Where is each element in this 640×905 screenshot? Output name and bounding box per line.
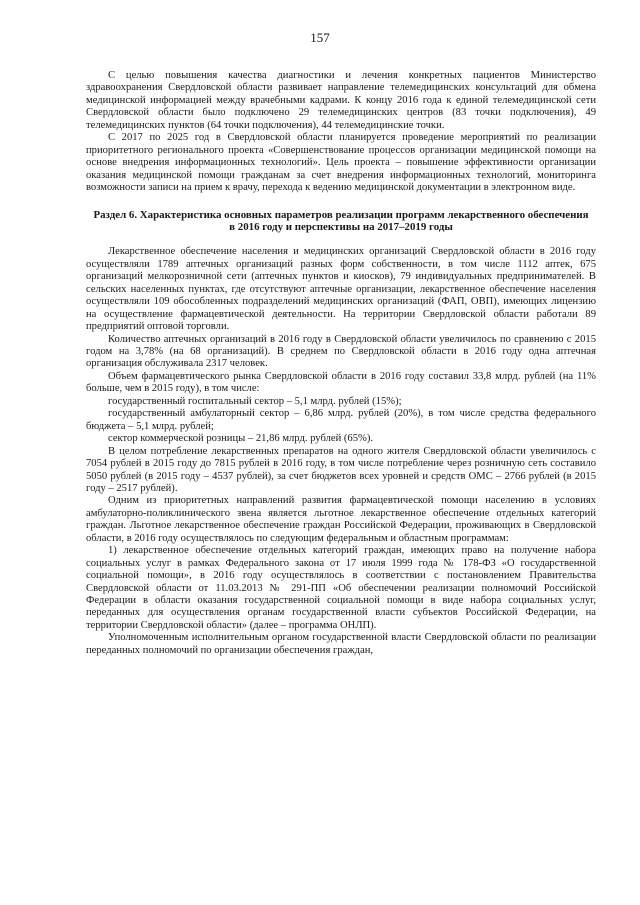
- paragraph-onlp-program: 1) лекарственное обеспечение отдельных категорий граждан, имеющих право на получение набора социальных услуг в рамках Федерального закона от 17 июля 1999 года № 178-ФЗ «О государственной социальной помощи», в 2016 году осуществлялось в соответствии с постановлением Правительства Свердловской области от 11.03.2013 № 291-ПП «Об обеспечении реализации полномочий Российской Федерации в области оказания государственной социальной помощи в виде набора социальных услуг, переданных для осуществления органам государственной власти субъектов Российской Федерации, на территории Свердловской области» (далее – программа ОНЛП).: [86, 545, 596, 631]
- page-number: 157: [310, 30, 330, 45]
- paragraph-pharmacy-growth: Количество аптечных организаций в 2016 году в Свердловской области увеличилось по сравнению с 2015 годом на 3,78% (на 68 организаций). В среднем по Свердловской области в 2016 году одна аптечная организация обслуживала 2317 человек.: [86, 333, 596, 370]
- paragraph-market-volume: Объем фармацевтического рынка Свердловской области в 2016 году составил 33,8 млрд. рублей (на 11% больше, чем в 2015 году), в том числе:: [86, 370, 596, 395]
- paragraph-preferential-provision: Одним из приоритетных направлений развития фармацевтической помощи населению в условиях амбулаторно-поликлинического звена является льготное лекарственное обеспечение отдельных категорий граждан. Льготное лекарственное обеспечение граждан Российской Федерации, проживающих в Свердловской области, в 2016 году осуществлялось по следующим федеральным и областным программам:: [86, 495, 596, 544]
- paragraph-project-2017-2025: С 2017 по 2025 год в Свердловской области планируется проведение мероприятий по реализации приоритетного регионального проекта «Совершенствование процессов организации медицинской помощи на основе внедрения информационных технологий». Цель проекта – повышение эффективности организации оказания медицинской помощи гражданам за счет внедрения информационных технологий, мониторинга возможности записи на прием к врачу, перехода к ведению медицинской документации в электронном виде.: [86, 132, 596, 194]
- paragraph-consumption: В целом потребление лекарственных препаратов на одного жителя Свердловской области увеличилось с 7054 рублей в 2015 году до 7815 рублей в 2016 году, в том числе потребление через розничную сеть составило 5050 рублей (в 2015 году – 4537 рублей), за счет бюджетов всех уровней и средств ОМС – 2766 рублей (в 2015 году – 2517 рублей).: [86, 445, 596, 494]
- paragraph-pharmacy-organizations: Лекарственное обеспечение населения и медицинских организаций Свердловской области в 2016 году осуществляли 1789 аптечных организаций разных форм собственности, в том числе 1112 аптек, 675 организаций мелкорозничной сети (аптечных пунктов и киосков), 79 индивидуальных предпринимателей. В сельских населенных пунктах, где отсутствуют аптечные организации, лекарственное обеспечение населения осуществляли 109 обособленных подразделений медицинских организаций (ФАП, ОВП), имеющих лицензию на осуществление фармацевтической деятельности. На территории Свердловской области работали 89 предприятий оптовой торговли.: [86, 246, 596, 333]
- list-item-commercial-retail: сектор коммерческой розницы – 21,86 млрд. рублей (65%).: [108, 433, 374, 445]
- paragraph-authorized-body: Уполномоченным исполнительным органом государственной власти Свердловской области по реализации переданных полномочий по организации обеспечения граждан,: [86, 632, 596, 656]
- list-item-hospital-sector: государственный госпитальный сектор – 5,1 млрд. рублей (15%);: [108, 395, 402, 407]
- page-content: [86, 70, 596, 657]
- paragraph-telemedicine: С целью повышения качества диагностики и лечения конкретных пациентов Министерство здравоохранения Свердловской области развивает направление телемедицинских консультаций для обмена медицинской информацией между врачебными кадрами. К концу 2016 года к единой телемедицинской сети Свердловской области было подключено 29 телемедицинских центров (83 точки подключения), 49 телемедицинских пунктов (64 точки подключения), 44 телемедицинские точки.: [86, 70, 596, 131]
- list-item-ambulatory-sector: государственный амбулаторный сектор – 6,86 млрд. рублей (20%), в том числе средства федерального бюджета – 5,1 млрд. рублей;: [86, 408, 596, 432]
- section-heading: Раздел 6. Характеристика основных параметров реализации программ лекарственного обеспечения в 2016 году и перспективы на 2017–2019 годы: [93, 208, 589, 234]
